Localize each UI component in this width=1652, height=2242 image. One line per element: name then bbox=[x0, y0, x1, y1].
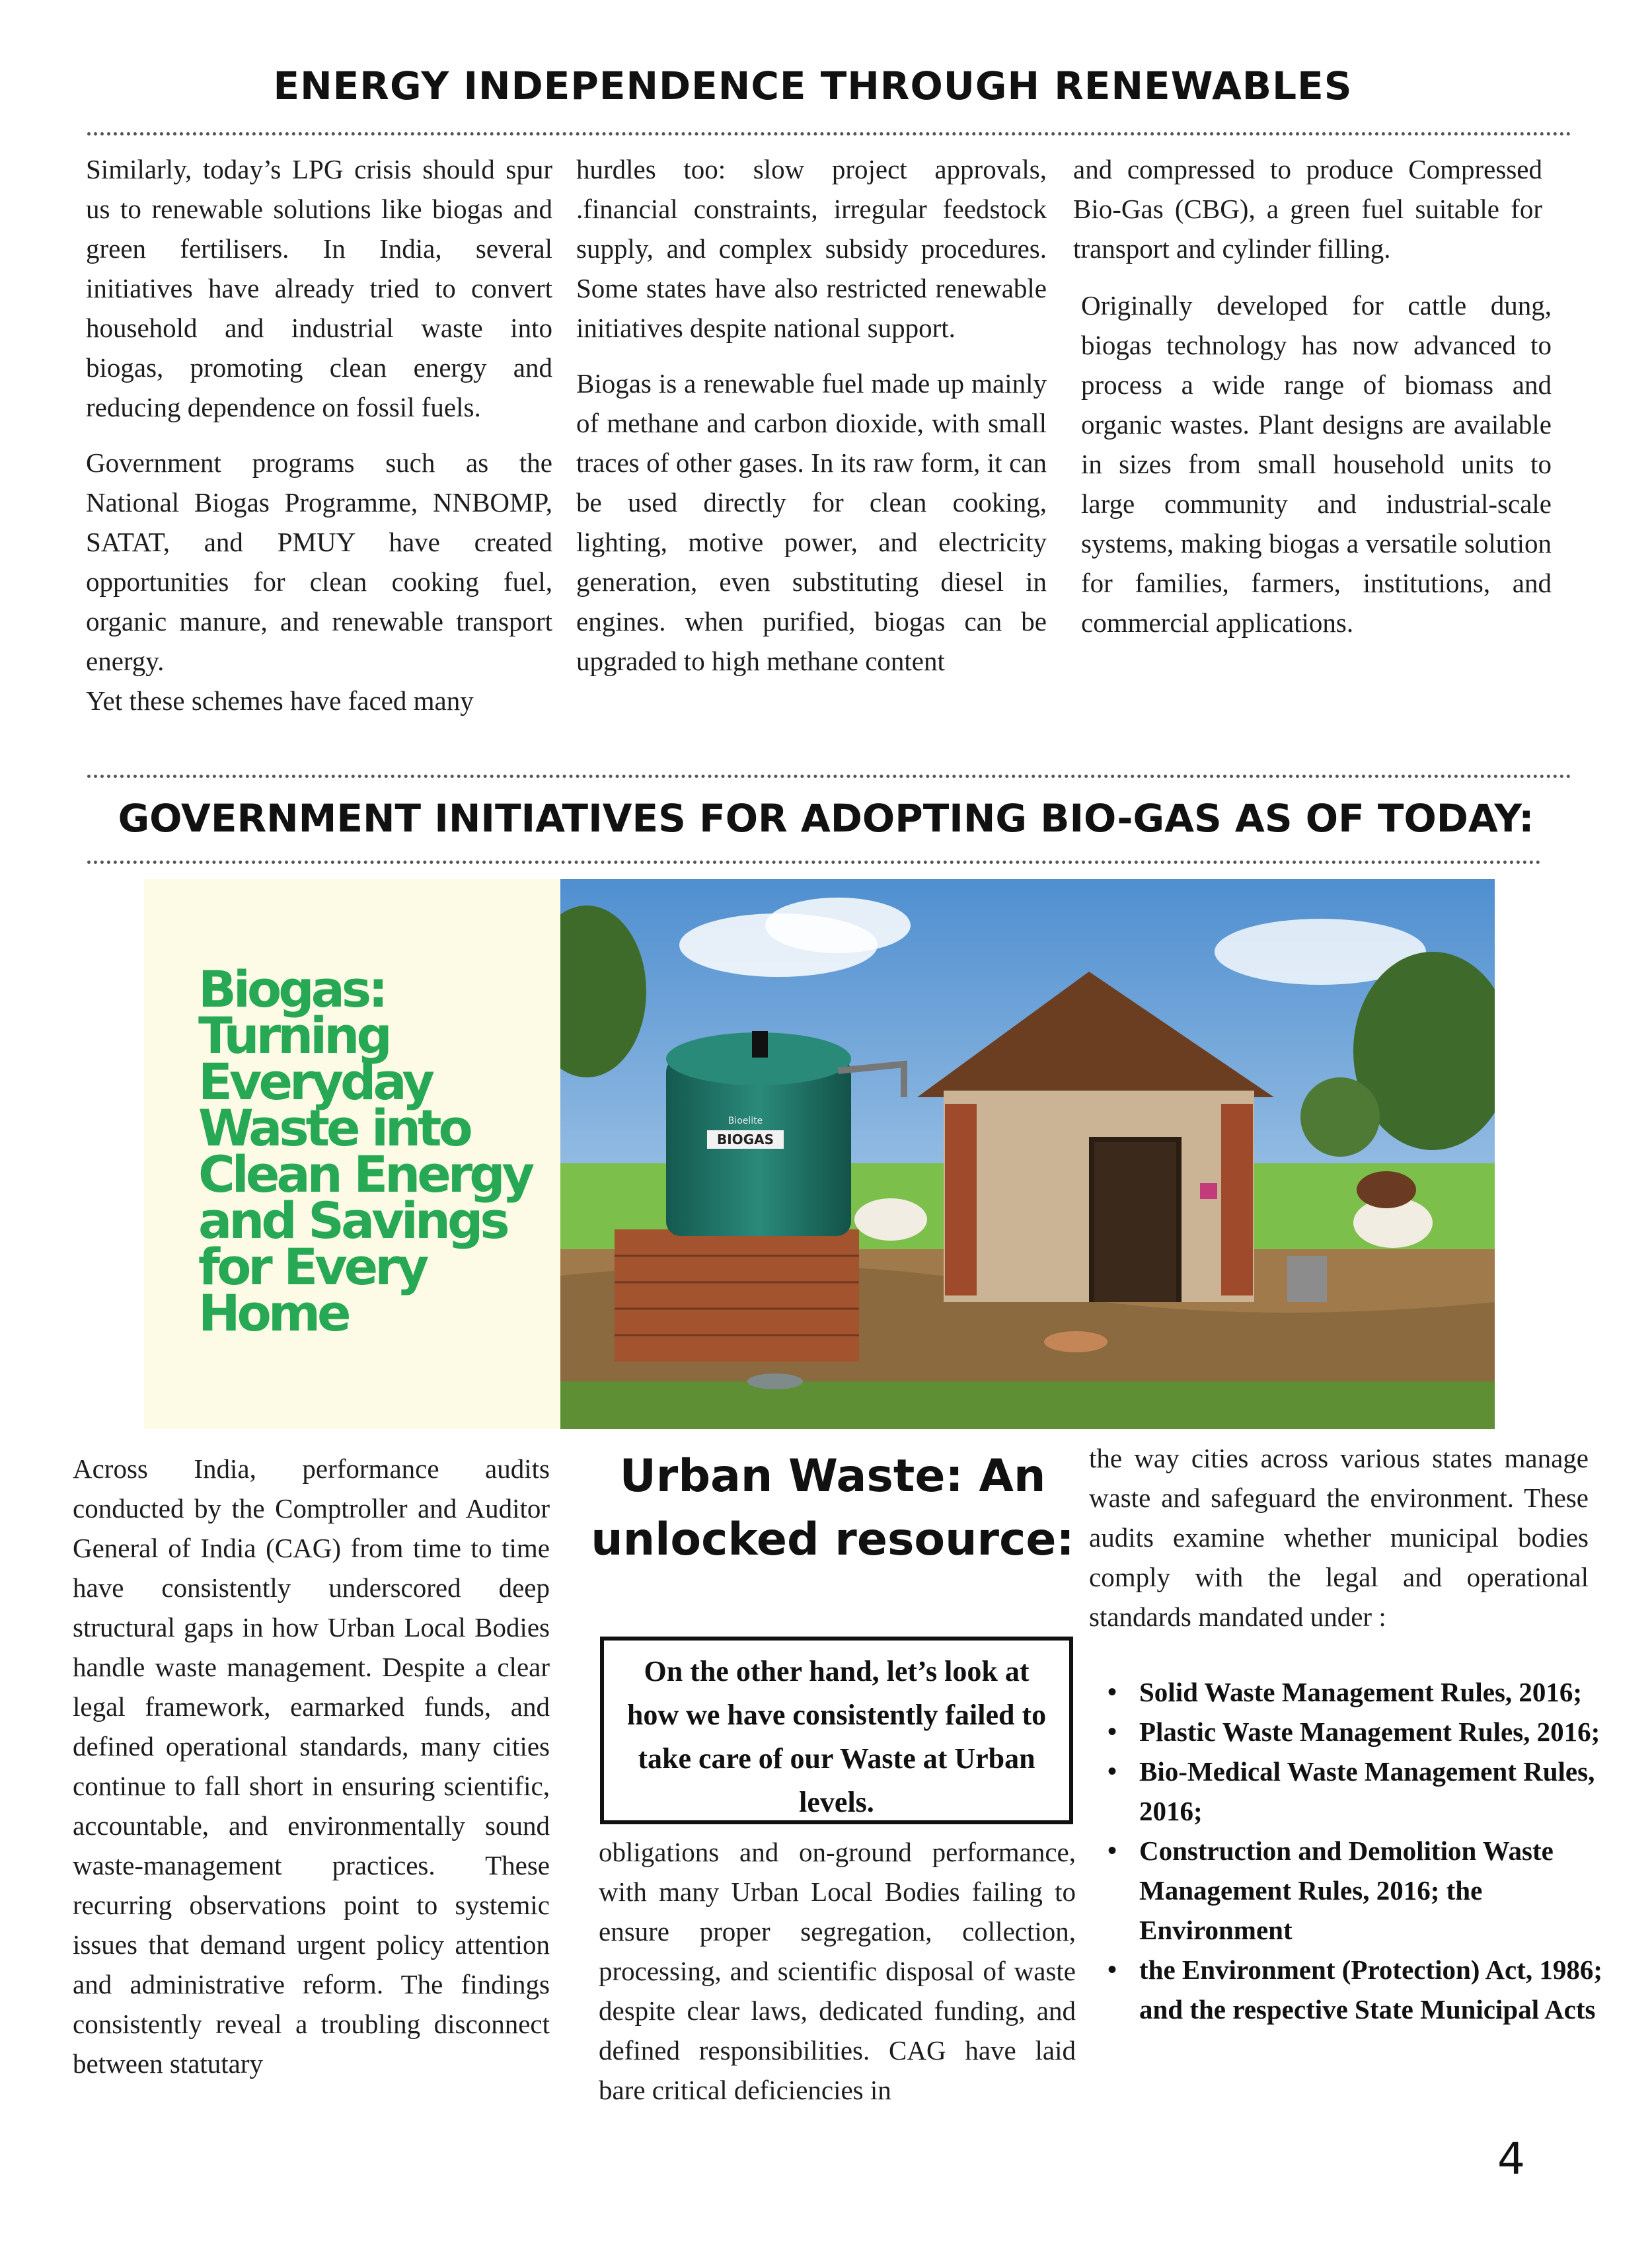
divider bbox=[87, 775, 1571, 778]
divider bbox=[87, 861, 1541, 864]
paragraph: Government programs such as the National Biogas Programme, NNBOMP, SATAT, and PMUY have created opportunities for clean cooking fuel, organic manure, and renewable transport energy. bbox=[86, 447, 552, 676]
hero-banner bbox=[144, 879, 1495, 1429]
paragraph: Yet these schemes have faced many bbox=[86, 685, 474, 716]
audit-column-1: Across India, performance audits conducted by the Comptroller and Auditor General of India (CAG) from time to time have consistently underscored deep structural gaps in how Urban Local Bodies handle waste management. Despite a clear legal framework, earmarked funds, and defined operational standards, many cities continue to fall short in ensuring scientific, accountable, and environmentally sound waste-management practices. These recurring observations point to systemic issues that demand urgent policy attention and administrative reform. The findings consistently reveal a troubling disconnect between statutary bbox=[73, 1453, 550, 2079]
audit-column-3-intro: the way cities across various states manage waste and safeguard the environment. These audits examine whether municipal bodies comply with the legal and operational standards mandated under : bbox=[1089, 1443, 1589, 1632]
urban-waste-title: Urban Waste: An unlocked resource: bbox=[591, 1450, 1074, 1566]
paragraph: hurdles too: slow project approvals, .financial constraints, irregular feedstock supply, and complex subsidy procedures. Some states have also restricted renewable initiatives despite national support. bbox=[576, 154, 1047, 343]
divider bbox=[87, 132, 1571, 135]
column-1 bbox=[86, 149, 552, 720]
section-heading-energy: ENERGY INDEPENDENCE THROUGH RENEWABLES bbox=[273, 63, 1353, 108]
tank-brand: Bioelite bbox=[728, 1116, 763, 1126]
column-2 bbox=[576, 149, 1047, 681]
hero-title: Biogas: Turning Everyday Waste into Clean Energy and Savings for Every Home bbox=[198, 960, 532, 1342]
callout-box: On the other hand, let’s look at how we have consistently failed to take care of our Waste at Urban levels. bbox=[600, 1637, 1073, 1824]
biogas-plant-illustration bbox=[560, 879, 1495, 1429]
paragraph: and compressed to produce Compressed Bio-Gas (CBG), a green fuel suitable for transport and cylinder filling. bbox=[1073, 154, 1542, 264]
tank-label: BIOGAS bbox=[717, 1132, 774, 1147]
list-item: • Plastic Waste Management Rules, 2016; bbox=[1089, 1712, 1604, 1752]
list-item: • Solid Waste Management Rules, 2016; bbox=[1089, 1672, 1604, 1712]
list-item: • Construction and Demolition Waste Management Rules, 2016; the Environment bbox=[1089, 1831, 1604, 1950]
section-heading-government: GOVERNMENT INITIATIVES FOR ADOPTING BIO-GAS AS OF TODAY: bbox=[118, 796, 1534, 841]
rules-list bbox=[1089, 1672, 1604, 2029]
paragraph: Biogas is a renewable fuel made up mainly of methane and carbon dioxide, with small traces of other gases. In its raw form, it can be used directly for clean cooking, lighting, motive power, and electricity generation, even substituting diesel in engines. when purified, biogas can be upgraded to high methane content bbox=[576, 368, 1047, 676]
list-item: • the Environment (Protection) Act, 1986; and the respective State Municipal Acts bbox=[1089, 1950, 1604, 2029]
paragraph: Similarly, today’s LPG crisis should spur us to renewable solutions like biogas and green fertilisers. In India, several initiatives have already tried to convert household and industrial waste into biogas, promoting clean energy and reducing dependence on fossil fuels. bbox=[86, 154, 552, 422]
paragraph: Originally developed for cattle dung, biogas technology has now advanced to process a wide range of biomass and organic wastes. Plant designs are available in sizes from small household units to large community and industrial-scale systems, making biogas a versatile solution for families, farmers, institutions, and commercial applications. bbox=[1081, 290, 1552, 638]
column-3 bbox=[1073, 149, 1552, 642]
audit-column-2: obligations and on-ground performance, with many Urban Local Bodies failing to ensure proper segregation, collection, processing, and scientific disposal of waste despite clear laws, dedicated funding, and defined responsibilities. CAG have laid bare critical deficiencies in bbox=[599, 1837, 1076, 2105]
list-item: • Bio-Medical Waste Management Rules, 2016; bbox=[1089, 1752, 1604, 1831]
page-number: 4 bbox=[1497, 2134, 1525, 2184]
